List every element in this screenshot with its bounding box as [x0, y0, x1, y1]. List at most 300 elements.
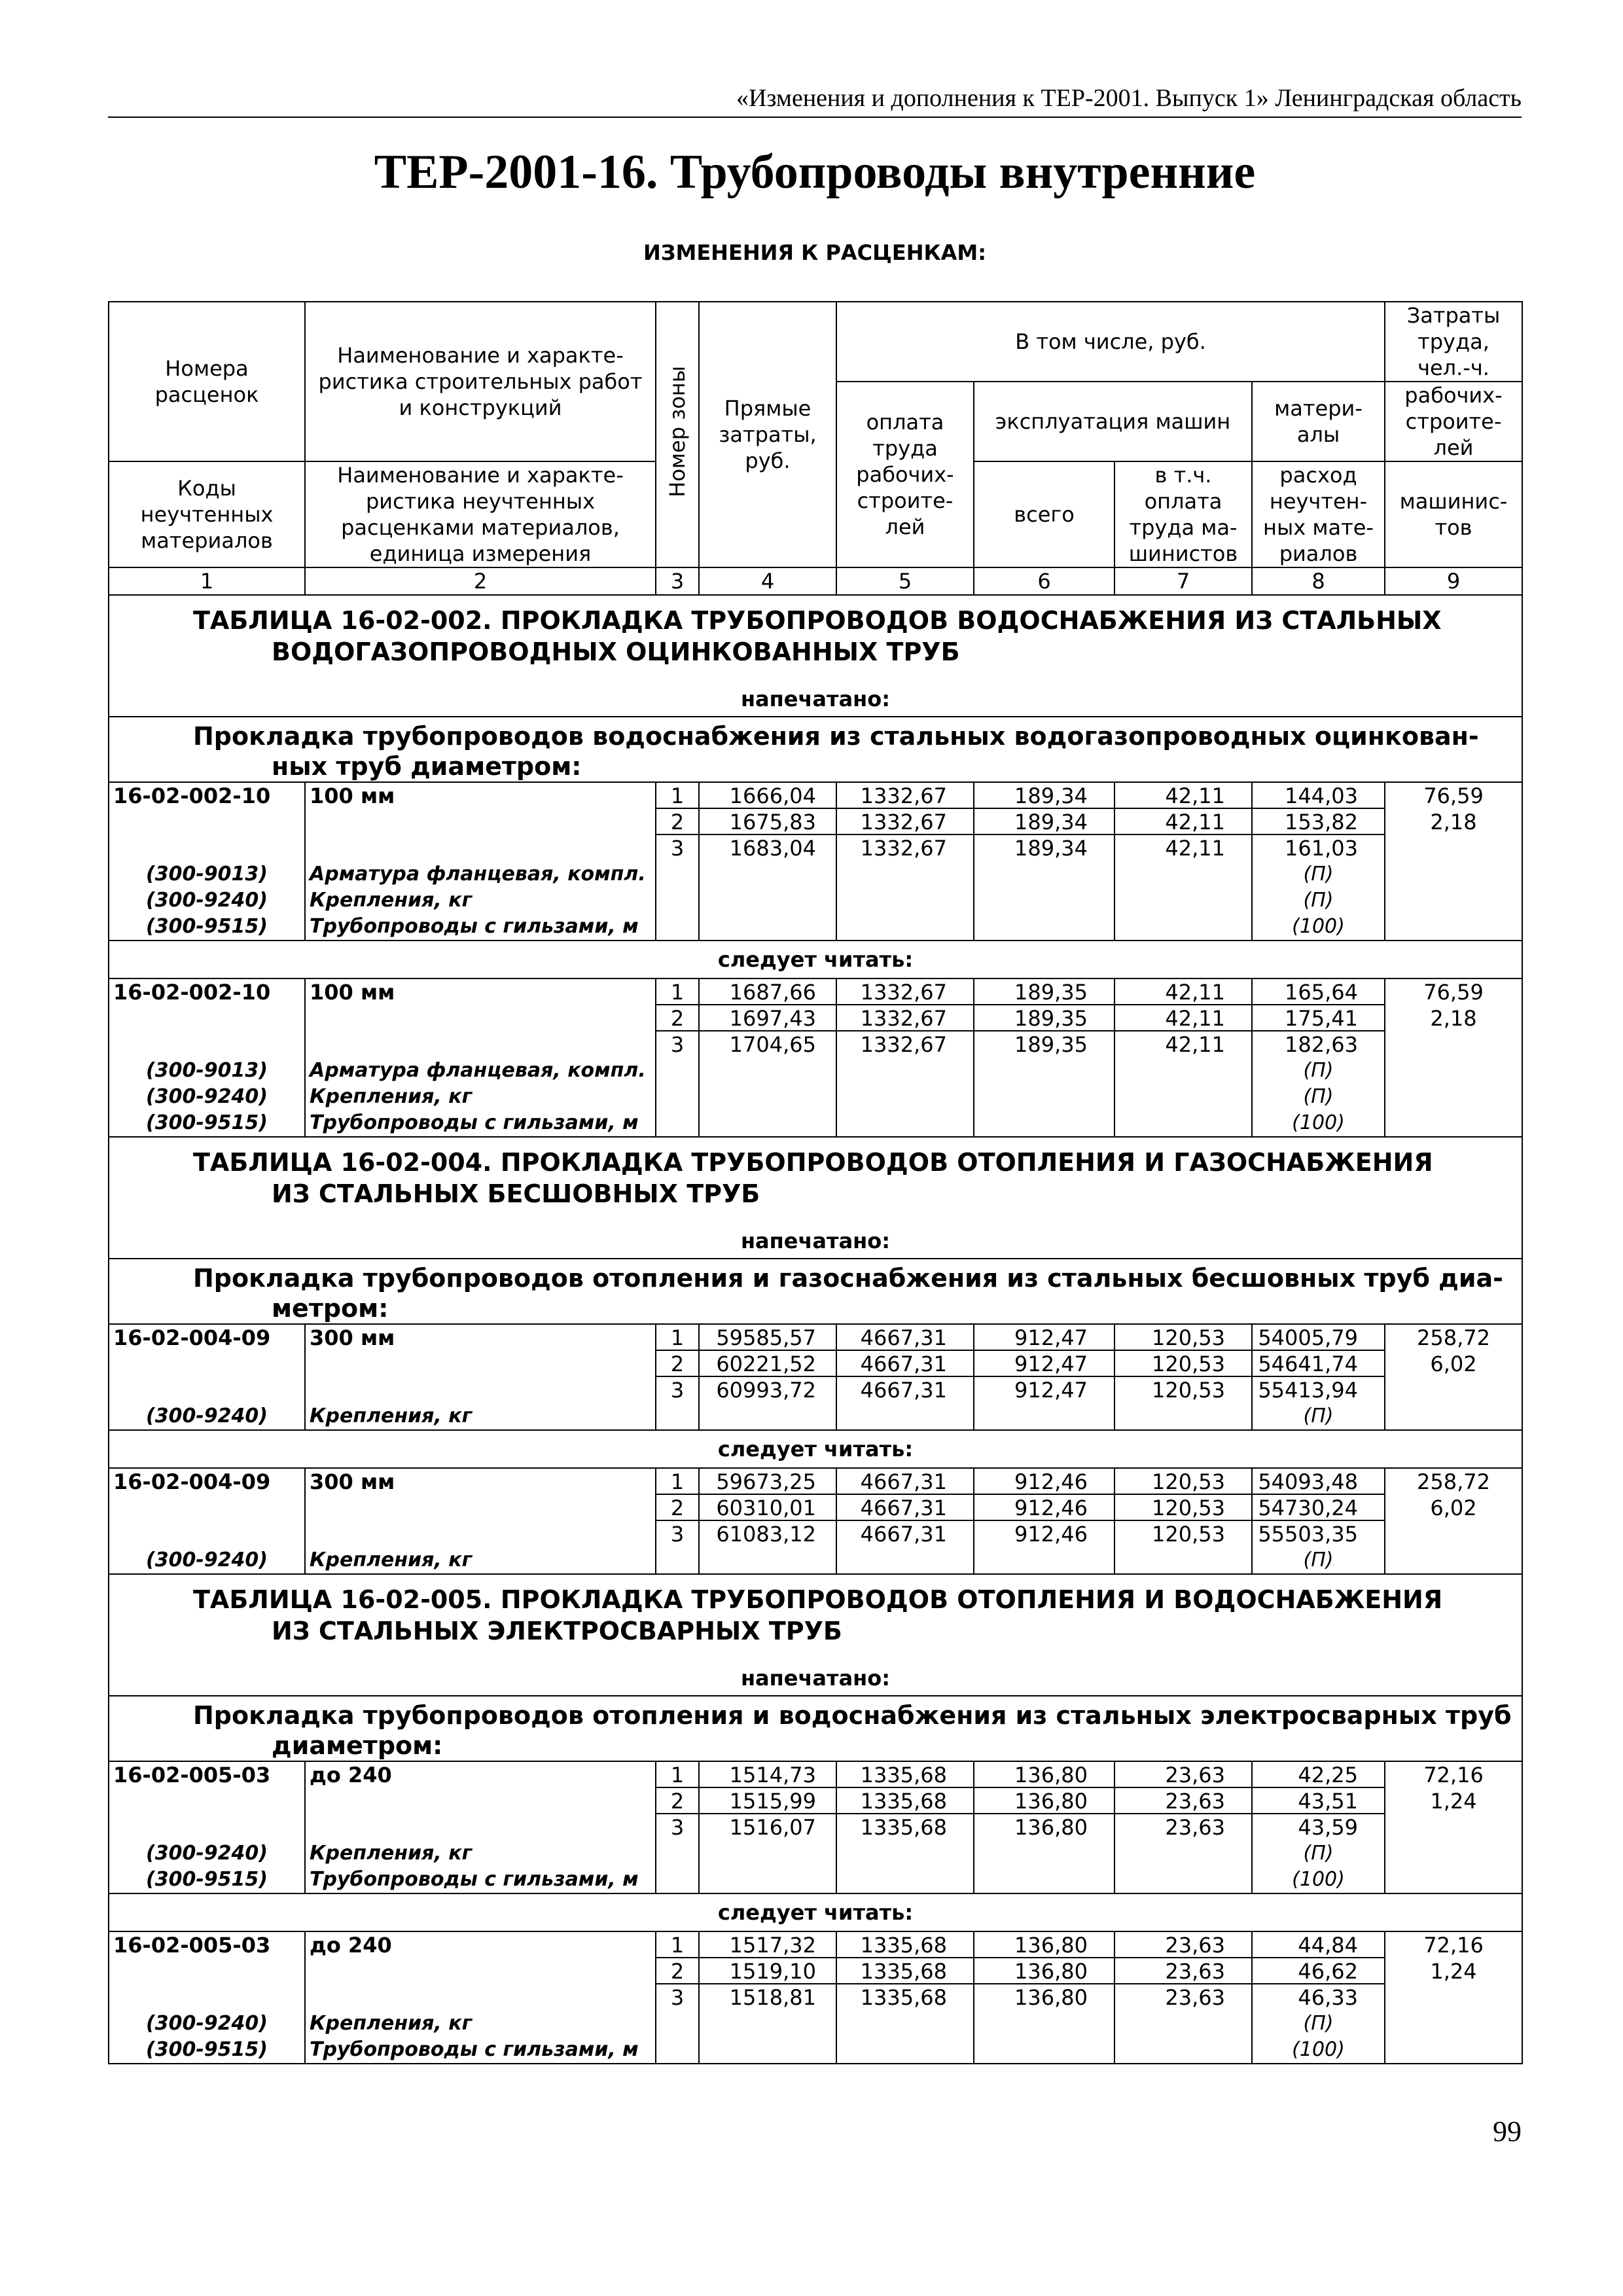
- cell-mat: [1252, 1761, 1385, 1893]
- value-mach: 912,46: [974, 1495, 1114, 1521]
- cell-mat: [1252, 782, 1385, 941]
- header-workers: рабочих-строите-лей: [1385, 382, 1522, 461]
- labor-workers: 258,72: [1417, 1325, 1490, 1350]
- value-wage: 1335,68: [837, 1788, 973, 1814]
- section-title-line1: ТАБЛИЦА 16-02-004. ПРОКЛАДКА ТРУБОПРОВОДОВ ОТОПЛЕНИЯ И ГАЗОСНАБЖЕНИЯ: [193, 1148, 1433, 1177]
- value-drv: 120,53: [1115, 1469, 1251, 1495]
- subtitle-row: [109, 1259, 1522, 1324]
- value-direct: 1515,99: [700, 1788, 836, 1814]
- value-mat: 182,63: [1285, 1032, 1358, 1057]
- cell-zone: [656, 1324, 699, 1430]
- rate-name-cell: [305, 1931, 656, 2064]
- value-zone: 1: [656, 783, 698, 809]
- section-title-row: [109, 1137, 1522, 1259]
- value-wage: 1335,68: [860, 1815, 947, 1840]
- value-direct: 1516,07: [729, 1815, 816, 1840]
- rate-code-cell: [109, 1324, 305, 1430]
- value-direct: 1666,04: [700, 783, 836, 809]
- rate-name-cell: [305, 978, 656, 1137]
- column-number: 3: [656, 567, 699, 595]
- value-mat: 54093,48: [1253, 1469, 1384, 1495]
- value-drv: 23,63: [1115, 1932, 1251, 1958]
- spacer: [113, 1521, 300, 1547]
- value-mat: 54730,24: [1253, 1495, 1384, 1521]
- value-wage: 1332,67: [837, 1005, 973, 1031]
- material-code: (300-9515): [146, 915, 268, 938]
- value-mach: 136,80: [974, 1932, 1114, 1958]
- header-direct-costs: Прямые затраты, руб.: [699, 302, 836, 567]
- document-title: ТЕР-2001-16. Трубопроводы внутренние: [374, 145, 1256, 199]
- value-zone: 3: [670, 1378, 685, 1403]
- material-name: Крепления, кг: [310, 889, 473, 912]
- value-mat: 165,64: [1253, 979, 1384, 1005]
- value-mach: 189,35: [974, 979, 1114, 1005]
- material-code: (300-9240): [146, 1549, 268, 1571]
- value-direct: 61083,12: [716, 1522, 816, 1547]
- cell-drv: [1115, 1761, 1252, 1893]
- value-wage: 4667,31: [837, 1469, 973, 1495]
- value-wage: 1332,67: [860, 1032, 947, 1057]
- material-name: Трубопроводы с гильзами, м: [310, 1111, 639, 1134]
- cell-direct: [699, 1468, 836, 1574]
- spacer: [113, 1814, 300, 1840]
- value-zone: 3: [670, 836, 685, 861]
- spacer: [310, 1031, 651, 1058]
- value-zone: 3: [670, 1522, 685, 1547]
- value-drv: 120,53: [1115, 1351, 1251, 1377]
- material-code: (300-9515): [146, 1868, 268, 1891]
- spacer: [113, 1958, 300, 1984]
- material-qty: (П): [1303, 863, 1334, 886]
- value-zone: 1: [656, 1932, 698, 1958]
- header-rate-numbers: Номера расценок: [109, 302, 305, 461]
- subtitle-line2: метром:: [272, 1294, 389, 1323]
- material-qty: (100): [1292, 1868, 1345, 1891]
- section-title-row: [109, 1574, 1522, 1696]
- value-drv: 42,11: [1115, 783, 1251, 809]
- spacer: [113, 835, 300, 861]
- spacer: [310, 1377, 651, 1403]
- value-wage: 4667,31: [860, 1522, 947, 1547]
- rate-name-cell: [305, 1468, 656, 1574]
- material-name: Арматура фланцевая, компл.: [310, 1059, 646, 1082]
- subtitle-row: [109, 1696, 1522, 1761]
- column-number: 6: [974, 567, 1115, 595]
- cell-wage: [836, 782, 974, 941]
- value-direct: 60993,72: [716, 1378, 816, 1403]
- value-drv: 120,53: [1152, 1522, 1225, 1547]
- header-including: В том числе, руб.: [836, 302, 1385, 382]
- spacer: [310, 1521, 651, 1547]
- header-zone: [656, 302, 699, 567]
- cell-direct: [699, 1931, 836, 2064]
- value-mach: 136,80: [974, 1788, 1114, 1814]
- value-direct: 59585,57: [700, 1325, 836, 1351]
- section-title-line1: ТАБЛИЦА 16-02-002. ПРОКЛАДКА ТРУБОПРОВОДОВ ВОДОСНАБЖЕНИЯ ИЗ СТАЛЬНЫХ: [193, 606, 1442, 635]
- column-number: 8: [1252, 567, 1385, 595]
- labor-workers: 76,59: [1423, 783, 1484, 808]
- spacer: [310, 809, 651, 835]
- labor-workers: 258,72: [1417, 1469, 1490, 1494]
- value-zone: 1: [656, 1325, 698, 1351]
- column-number: 1: [109, 567, 305, 595]
- rate-name-cell: [305, 782, 656, 941]
- value-drv: 42,11: [1115, 1005, 1251, 1031]
- value-wage: 1332,67: [837, 809, 973, 835]
- cell-labor: [1385, 978, 1522, 1137]
- value-wage: 1335,68: [837, 1932, 973, 1958]
- labor-drivers: 6,02: [1430, 1496, 1477, 1520]
- value-mat: 144,03: [1253, 783, 1384, 809]
- section-title-cell: [109, 1574, 1522, 1696]
- material-name: Крепления, кг: [310, 1842, 473, 1865]
- value-drv: 23,63: [1165, 1815, 1225, 1840]
- labor-drivers: 6,02: [1430, 1352, 1477, 1376]
- rate-code-cell: [109, 978, 305, 1137]
- value-mach: 912,46: [1014, 1522, 1088, 1547]
- subtitle-cell: [109, 717, 1522, 782]
- material-qty: (100): [1292, 1111, 1345, 1134]
- labor-workers: 72,16: [1423, 1933, 1484, 1958]
- rate-code-cell: [109, 782, 305, 941]
- value-mach: 136,80: [974, 1762, 1114, 1788]
- value-mat: 55503,35: [1258, 1522, 1358, 1547]
- cell-direct: [699, 978, 836, 1137]
- spacer: [310, 1958, 651, 1984]
- running-head: «Изменения и дополнения к ТЕР-2001. Выпуск 1» Ленинградская область: [736, 84, 1522, 112]
- rate-code: 16-02-002-10: [113, 783, 271, 808]
- value-zone: 3: [670, 1815, 685, 1840]
- value-zone: 1: [656, 1762, 698, 1788]
- header-codes: Коды неучтенных материалов: [109, 461, 305, 567]
- material-code: (300-9240): [146, 1842, 268, 1865]
- value-wage: 4667,31: [837, 1325, 973, 1351]
- value-mach: 136,80: [1014, 1815, 1088, 1840]
- rate-name: до 240: [310, 1763, 392, 1787]
- value-mach: 912,47: [974, 1325, 1114, 1351]
- header-zone-label: Номер зоны: [665, 366, 690, 497]
- value-drv: 120,53: [1115, 1325, 1251, 1351]
- value-mach: 189,35: [1014, 1032, 1088, 1057]
- cell-drv: [1115, 1931, 1252, 2064]
- value-mach: 912,46: [974, 1469, 1114, 1495]
- cell-wage: [836, 1468, 974, 1574]
- labor-drivers: 2,18: [1430, 1006, 1477, 1031]
- rate-name-cell: [305, 1761, 656, 1893]
- header-wage: оплата труда рабочих-строите-лей: [836, 382, 974, 567]
- value-zone: 2: [656, 809, 698, 835]
- material-name: Арматура фланцевая, компл.: [310, 863, 646, 886]
- value-drv: 23,63: [1115, 1788, 1251, 1814]
- material-name: Крепления, кг: [310, 1085, 473, 1108]
- changes-heading: ИЗМЕНЕНИЯ К РАСЦЕНКАМ:: [643, 240, 987, 265]
- header-drivers: машинис-тов: [1385, 461, 1522, 567]
- value-direct: 1514,73: [700, 1762, 836, 1788]
- value-wage: 4667,31: [837, 1351, 973, 1377]
- column-number: 7: [1115, 567, 1252, 595]
- value-mat: 43,59: [1298, 1815, 1358, 1840]
- value-wage: 4667,31: [837, 1495, 973, 1521]
- value-drv: 42,11: [1115, 979, 1251, 1005]
- cell-mach: [974, 1931, 1115, 2064]
- spacer: [310, 1351, 651, 1377]
- value-wage: 4667,31: [860, 1378, 947, 1403]
- rate-code: 16-02-004-09: [113, 1469, 271, 1494]
- cell-wage: [836, 1324, 974, 1430]
- value-drv: 23,63: [1115, 1762, 1251, 1788]
- value-zone: 2: [656, 1005, 698, 1031]
- column-number: 5: [836, 567, 974, 595]
- labor-workers: 72,16: [1423, 1763, 1484, 1787]
- value-mat: 46,33: [1298, 1985, 1358, 2010]
- section-title-cell: [109, 1137, 1522, 1259]
- material-qty: (П): [1303, 889, 1334, 912]
- value-zone: 3: [670, 1032, 685, 1057]
- material-name: Крепления, кг: [310, 1405, 473, 1427]
- cell-drv: [1115, 1468, 1252, 1574]
- material-qty: (П): [1303, 1842, 1334, 1865]
- rate-name: 300 мм: [310, 1469, 395, 1494]
- value-zone: 3: [670, 1985, 685, 2010]
- cell-mach: [974, 782, 1115, 941]
- rate-entry: [109, 1761, 1522, 1893]
- printed-label: напечатано:: [740, 1666, 891, 1691]
- read-as-label: следует читать:: [109, 1430, 1522, 1468]
- cell-mach: [974, 1468, 1115, 1574]
- read-as-row: [109, 1893, 1522, 1931]
- header-rule: [108, 117, 1522, 118]
- value-direct: 1675,83: [700, 809, 836, 835]
- labor-workers: 76,59: [1423, 980, 1484, 1005]
- spacer: [113, 1788, 300, 1814]
- cell-drv: [1115, 978, 1252, 1137]
- value-mat: 54005,79: [1253, 1325, 1384, 1351]
- material-name: Трубопроводы с гильзами, м: [310, 1868, 639, 1891]
- value-drv: 42,11: [1165, 836, 1225, 861]
- cell-mach: [974, 1761, 1115, 1893]
- value-wage: 1332,67: [837, 783, 973, 809]
- value-mat: 175,41: [1253, 1005, 1384, 1031]
- header-mat-consumption: расход неучтен-ных мате-риалов: [1252, 461, 1385, 567]
- value-mach: 189,34: [974, 809, 1114, 835]
- cell-mat: [1252, 1324, 1385, 1430]
- column-number: 4: [699, 567, 836, 595]
- material-qty: (П): [1303, 2012, 1334, 2035]
- rate-entry: [109, 1324, 1522, 1430]
- spacer: [113, 1495, 300, 1521]
- material-name: Крепления, кг: [310, 2012, 473, 2035]
- header-work-name: Наименование и характе-ристика строительных работ и конструкций: [305, 302, 656, 461]
- cell-wage: [836, 978, 974, 1137]
- material-qty: (П): [1303, 1059, 1334, 1082]
- column-number: 2: [305, 567, 656, 595]
- value-mat: 153,82: [1253, 809, 1384, 835]
- rate-code-cell: [109, 1468, 305, 1574]
- value-direct: 1683,04: [729, 836, 816, 861]
- material-qty: (П): [1303, 1085, 1334, 1108]
- section-title-row: [109, 595, 1522, 717]
- cell-labor: [1385, 1468, 1522, 1574]
- cell-wage: [836, 1761, 974, 1893]
- spacer: [113, 1031, 300, 1058]
- value-drv: 23,63: [1165, 1985, 1225, 2010]
- labor-drivers: 1,24: [1430, 1959, 1477, 1984]
- labor-drivers: 2,18: [1430, 810, 1477, 834]
- rate-name: до 240: [310, 1933, 392, 1958]
- cell-mat: [1252, 1931, 1385, 2064]
- cell-zone: [656, 1931, 699, 2064]
- cell-direct: [699, 782, 836, 941]
- value-mat: 44,84: [1253, 1932, 1384, 1958]
- cell-direct: [699, 1761, 836, 1893]
- value-wage: 1335,68: [837, 1958, 973, 1984]
- material-name: Трубопроводы с гильзами, м: [310, 2038, 639, 2061]
- value-mat: 43,51: [1253, 1788, 1384, 1814]
- subtitle-line2: ных труб диаметром:: [272, 752, 582, 781]
- spacer: [310, 1984, 651, 2011]
- read-as-label: следует читать:: [109, 1893, 1522, 1931]
- material-code: (300-9013): [146, 1059, 268, 1082]
- value-wage: 1335,68: [860, 1985, 947, 2010]
- value-wage: 1332,67: [860, 836, 947, 861]
- cell-labor: [1385, 1931, 1522, 2064]
- rate-code: 16-02-004-09: [113, 1325, 271, 1350]
- material-code: (300-9013): [146, 863, 268, 886]
- subtitle-line2: диаметром:: [272, 1731, 443, 1760]
- value-mat: 55413,94: [1258, 1378, 1358, 1403]
- value-mach: 136,80: [1014, 1985, 1088, 2010]
- value-direct: 60310,01: [700, 1495, 836, 1521]
- header-machines: эксплуатация машин: [974, 382, 1252, 461]
- rate-name-cell: [305, 1324, 656, 1430]
- value-mat: 46,62: [1253, 1958, 1384, 1984]
- spacer: [310, 1814, 651, 1840]
- value-direct: 1519,10: [700, 1958, 836, 1984]
- value-mach: 189,34: [974, 783, 1114, 809]
- spacer: [310, 1495, 651, 1521]
- rate-name: 300 мм: [310, 1325, 395, 1350]
- value-drv: 120,53: [1152, 1378, 1225, 1403]
- column-number: 9: [1385, 567, 1522, 595]
- cell-drv: [1115, 1324, 1252, 1430]
- value-zone: 1: [656, 979, 698, 1005]
- cell-zone: [656, 978, 699, 1137]
- header-total: всего: [974, 461, 1115, 567]
- value-mach: 136,80: [974, 1958, 1114, 1984]
- value-zone: 2: [656, 1958, 698, 1984]
- value-drv: 120,53: [1115, 1495, 1251, 1521]
- rate-entry: [109, 782, 1522, 941]
- subtitle-line1: Прокладка трубопроводов отопления и водоснабжения из стальных электросварных труб: [193, 1701, 1512, 1730]
- value-mat: 161,03: [1285, 836, 1358, 861]
- page-number: 99: [1493, 2115, 1522, 2147]
- material-name: Трубопроводы с гильзами, м: [310, 915, 639, 938]
- cell-direct: [699, 1324, 836, 1430]
- header-incl-drivers: в т.ч. оплата труда ма-шинистов: [1115, 461, 1252, 567]
- value-direct: 1518,81: [729, 1985, 816, 2010]
- material-code: (300-9240): [146, 1405, 268, 1427]
- section-title-line2: ИЗ СТАЛЬНЫХ БЕСШОВНЫХ ТРУБ: [272, 1179, 760, 1208]
- value-mach: 189,35: [974, 1005, 1114, 1031]
- value-direct: 59673,25: [700, 1469, 836, 1495]
- value-zone: 1: [656, 1469, 698, 1495]
- rate-code-cell: [109, 1931, 305, 2064]
- material-code: (300-9240): [146, 889, 268, 912]
- rate-code-cell: [109, 1761, 305, 1893]
- rate-name: 100 мм: [310, 783, 395, 808]
- cell-drv: [1115, 782, 1252, 941]
- rate-entry: [109, 1931, 1522, 2064]
- cell-mat: [1252, 978, 1385, 1137]
- value-drv: 23,63: [1115, 1958, 1251, 1984]
- subtitle-line1: Прокладка трубопроводов водоснабжения из стальных водогазопроводных оцинкован-: [193, 722, 1479, 751]
- cell-mat: [1252, 1468, 1385, 1574]
- rates-table: [108, 301, 1523, 2064]
- read-as-row: [109, 1430, 1522, 1468]
- labor-drivers: 1,24: [1430, 1789, 1477, 1814]
- value-direct: 60221,52: [700, 1351, 836, 1377]
- spacer: [113, 1984, 300, 2011]
- subtitle-cell: [109, 1259, 1522, 1324]
- value-mat: 54641,74: [1253, 1351, 1384, 1377]
- cell-zone: [656, 1761, 699, 1893]
- cell-labor: [1385, 1324, 1522, 1430]
- spacer: [113, 1005, 300, 1031]
- printed-label: напечатано:: [740, 687, 891, 711]
- printed-label: напечатано:: [740, 1229, 891, 1253]
- subtitle-cell: [109, 1696, 1522, 1761]
- read-as-label: следует читать:: [109, 941, 1522, 978]
- value-mat: 42,25: [1253, 1762, 1384, 1788]
- material-code: (300-9515): [146, 1111, 268, 1134]
- value-direct: 1687,66: [700, 979, 836, 1005]
- value-direct: 1697,43: [700, 1005, 836, 1031]
- material-name: Крепления, кг: [310, 1549, 473, 1571]
- read-as-row: [109, 941, 1522, 978]
- value-mach: 912,47: [1014, 1378, 1088, 1403]
- cell-labor: [1385, 782, 1522, 941]
- spacer: [113, 1377, 300, 1403]
- value-wage: 1332,67: [837, 979, 973, 1005]
- rate-entry: [109, 1468, 1522, 1574]
- spacer: [310, 1005, 651, 1031]
- spacer: [310, 835, 651, 861]
- material-code: (300-9240): [146, 1085, 268, 1108]
- subtitle-line1: Прокладка трубопроводов отопления и газоснабжения из стальных бесшовных труб диа-: [193, 1264, 1503, 1293]
- value-zone: 2: [656, 1351, 698, 1377]
- value-direct: 1517,32: [700, 1932, 836, 1958]
- cell-labor: [1385, 1761, 1522, 1893]
- material-qty: (П): [1303, 1549, 1334, 1571]
- section-title-line1: ТАБЛИЦА 16-02-005. ПРОКЛАДКА ТРУБОПРОВОДОВ ОТОПЛЕНИЯ И ВОДОСНАБЖЕНИЯ: [193, 1585, 1443, 1614]
- cell-mach: [974, 978, 1115, 1137]
- value-wage: 1335,68: [837, 1762, 973, 1788]
- section-title-cell: [109, 595, 1522, 717]
- material-code: (300-9515): [146, 2038, 268, 2061]
- value-zone: 2: [656, 1788, 698, 1814]
- cell-zone: [656, 1468, 699, 1574]
- rate-code: 16-02-002-10: [113, 980, 271, 1005]
- section-title-line2: ИЗ СТАЛЬНЫХ ЭЛЕКТРОСВАРНЫХ ТРУБ: [272, 1617, 842, 1645]
- subtitle-row: [109, 717, 1522, 782]
- material-qty: (100): [1292, 2038, 1345, 2061]
- cell-mach: [974, 1324, 1115, 1430]
- spacer: [113, 809, 300, 835]
- rate-name: 100 мм: [310, 980, 395, 1005]
- value-mach: 912,47: [974, 1351, 1114, 1377]
- header-materials: матери-алы: [1252, 382, 1385, 461]
- material-code: (300-9240): [146, 2012, 268, 2035]
